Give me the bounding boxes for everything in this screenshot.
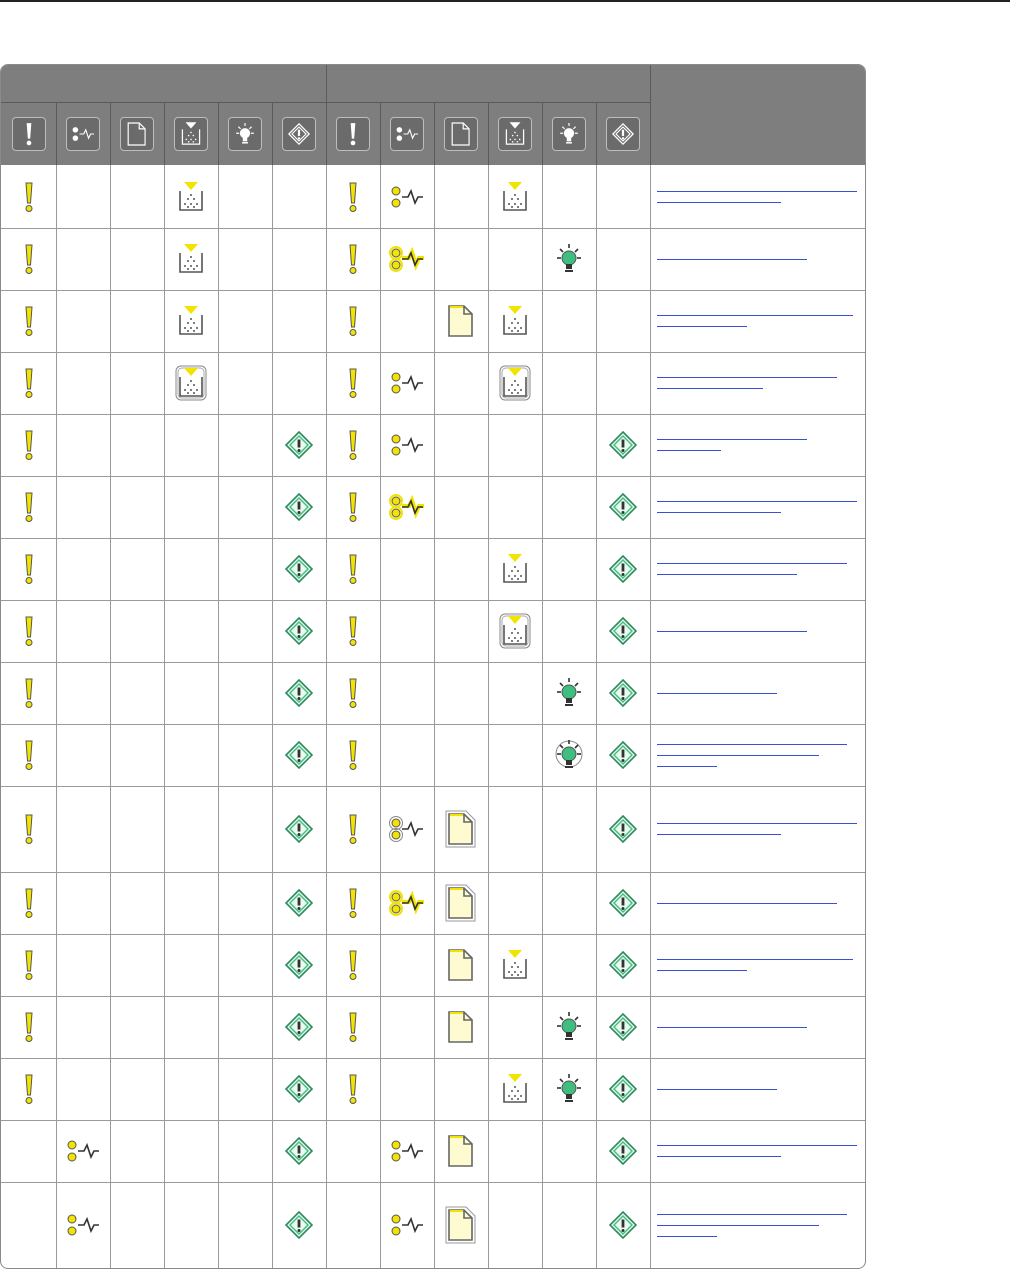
toner-icon <box>488 290 542 352</box>
attention-icon <box>1 872 56 934</box>
attention-icon <box>326 414 380 476</box>
paper-icon <box>120 117 154 151</box>
toner-outlined-icon <box>488 352 542 414</box>
start-icon <box>272 414 326 476</box>
toner-icon <box>174 117 208 151</box>
toner-icon <box>498 117 532 151</box>
start-icon <box>596 476 650 538</box>
attention-icon <box>336 117 370 151</box>
error-icon <box>380 414 434 476</box>
light-sequence-link[interactable] <box>657 724 859 786</box>
attention-icon <box>1 600 56 662</box>
light-icon <box>542 996 596 1058</box>
attention-icon <box>1 724 56 786</box>
light-sequence-link[interactable] <box>657 662 859 724</box>
attention-icon <box>326 1058 380 1120</box>
toner-icon <box>164 290 218 352</box>
light-sequence-link[interactable] <box>657 476 859 538</box>
attention-icon <box>1 290 56 352</box>
start-icon <box>272 786 326 872</box>
light-sequence-link[interactable] <box>657 290 859 352</box>
paper-icon <box>434 996 488 1058</box>
start-icon <box>272 724 326 786</box>
error-icon <box>380 352 434 414</box>
toner-outlined-icon <box>164 352 218 414</box>
paper-icon <box>444 117 478 151</box>
error-icon <box>56 1120 110 1182</box>
paper-icon <box>434 1120 488 1182</box>
header-cell <box>542 102 596 165</box>
start-icon <box>272 538 326 600</box>
attention-icon <box>1 786 56 872</box>
paper-outlined-icon <box>434 1182 488 1268</box>
light-sequence-link[interactable] <box>657 165 859 228</box>
column-divider <box>218 165 219 1268</box>
attention-icon <box>12 117 46 151</box>
toner-icon <box>488 538 542 600</box>
attention-icon <box>326 600 380 662</box>
attention-icon <box>326 476 380 538</box>
header-cell <box>596 102 650 165</box>
header-cell <box>218 102 272 165</box>
column-divider <box>380 165 381 1268</box>
light-sequence-link[interactable] <box>657 228 859 290</box>
light-icon <box>542 1058 596 1120</box>
header-cell <box>56 102 110 165</box>
attention-icon <box>326 228 380 290</box>
start-icon <box>596 414 650 476</box>
header-cell <box>110 102 164 165</box>
attention-icon <box>326 996 380 1058</box>
toner-icon <box>164 165 218 228</box>
attention-icon <box>326 165 380 228</box>
attention-icon <box>1 934 56 996</box>
header-cell <box>164 102 218 165</box>
error-outlined-icon <box>380 786 434 872</box>
toner-icon <box>488 165 542 228</box>
paper-outlined-icon <box>434 872 488 934</box>
light-icon <box>542 228 596 290</box>
error-sequence-icon <box>390 117 424 151</box>
attention-icon <box>326 724 380 786</box>
start-icon <box>596 934 650 996</box>
header-cell <box>488 102 542 165</box>
start-icon <box>596 724 650 786</box>
toner-icon <box>488 1058 542 1120</box>
error-sequence-icon <box>66 117 100 151</box>
start-icon <box>272 1182 326 1268</box>
start-icon <box>272 1058 326 1120</box>
column-divider <box>650 165 651 1268</box>
start-icon <box>596 1058 650 1120</box>
light-sequence-link[interactable] <box>657 872 859 934</box>
error-icon <box>380 165 434 228</box>
attention-icon <box>326 786 380 872</box>
start-icon <box>272 934 326 996</box>
paper-outlined-icon <box>434 786 488 872</box>
light-icon <box>542 662 596 724</box>
column-divider <box>56 165 57 1268</box>
start-icon <box>272 996 326 1058</box>
attention-icon <box>326 934 380 996</box>
light-sequence-link[interactable] <box>657 414 859 476</box>
light-outlined-icon <box>542 724 596 786</box>
start-icon <box>596 786 650 872</box>
toner-icon <box>164 228 218 290</box>
attention-icon <box>1 165 56 228</box>
paper-icon <box>434 934 488 996</box>
error-icon <box>380 1120 434 1182</box>
attention-icon <box>1 476 56 538</box>
header-cell <box>1 102 56 165</box>
attention-icon <box>1 228 56 290</box>
error-double-icon <box>380 228 434 290</box>
light-sequence-link[interactable] <box>657 1182 859 1268</box>
paper-icon <box>434 290 488 352</box>
header-cell <box>380 102 434 165</box>
attention-icon <box>1 662 56 724</box>
start-icon <box>596 538 650 600</box>
start-icon <box>272 872 326 934</box>
start-icon <box>272 662 326 724</box>
attention-icon <box>326 872 380 934</box>
start-icon <box>272 1120 326 1182</box>
start-icon <box>596 600 650 662</box>
start-icon <box>596 1120 650 1182</box>
light-sequence-link[interactable] <box>657 600 859 662</box>
attention-icon <box>1 996 56 1058</box>
start-icon <box>596 662 650 724</box>
light-sequence-link[interactable] <box>657 538 859 600</box>
error-icon <box>56 1182 110 1268</box>
light-sequence-link[interactable] <box>657 1120 859 1182</box>
attention-icon <box>1 538 56 600</box>
attention-icon <box>1 414 56 476</box>
header-cell <box>326 102 380 165</box>
light-icon <box>552 117 586 151</box>
start-icon <box>272 476 326 538</box>
light-icon <box>228 117 262 151</box>
attention-icon <box>326 662 380 724</box>
start-icon <box>606 117 640 151</box>
light-sequence-table <box>0 64 866 1269</box>
page-top-rule <box>0 0 1010 2</box>
error-double-icon <box>380 872 434 934</box>
header-group-separator <box>650 65 651 165</box>
light-sequence-link[interactable] <box>657 996 859 1058</box>
attention-icon <box>1 1058 56 1120</box>
start-icon <box>272 600 326 662</box>
toner-icon <box>488 934 542 996</box>
light-sequence-link[interactable] <box>657 352 859 414</box>
error-icon <box>380 1182 434 1268</box>
header-cell <box>434 102 488 165</box>
start-icon <box>596 1182 650 1268</box>
error-double-icon <box>380 476 434 538</box>
attention-icon <box>326 352 380 414</box>
light-sequence-link[interactable] <box>657 1058 859 1120</box>
light-sequence-link[interactable] <box>657 786 859 872</box>
attention-icon <box>326 538 380 600</box>
start-icon <box>596 996 650 1058</box>
light-sequence-link[interactable] <box>657 934 859 996</box>
header-cell <box>272 102 326 165</box>
column-divider <box>110 165 111 1268</box>
start-icon <box>282 117 316 151</box>
attention-icon <box>326 290 380 352</box>
toner-outlined-icon <box>488 600 542 662</box>
start-icon <box>596 872 650 934</box>
attention-icon <box>1 352 56 414</box>
